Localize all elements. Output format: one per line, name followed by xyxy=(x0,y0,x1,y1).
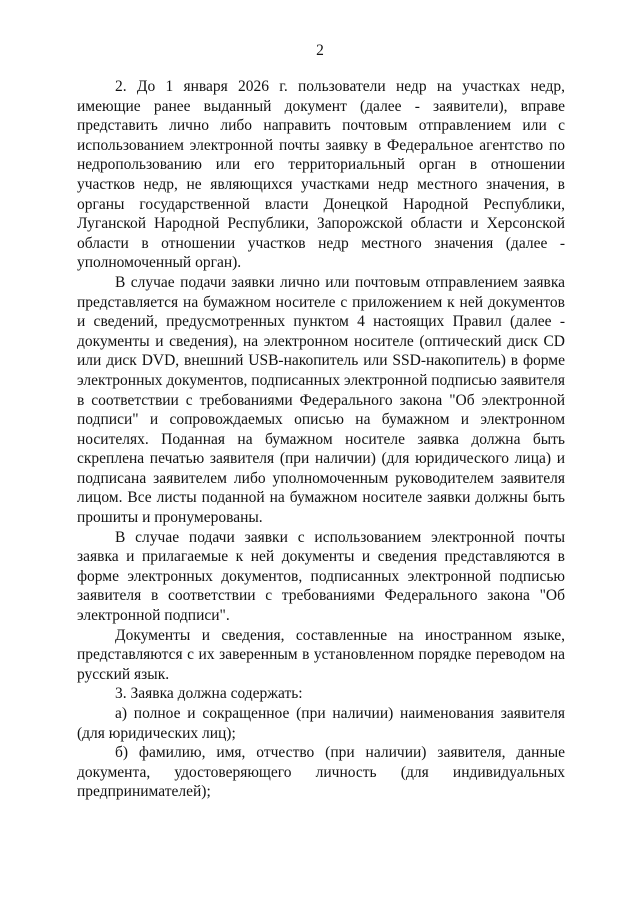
list-item-b: б) фамилию, имя, отчество (при наличии) заявителя, данные документа, удостоверяющего личность (для индивидуальных предпринимателей); xyxy=(77,744,565,801)
paragraph-section-2: 2. До 1 января 2026 г. пользователи недр на участках недр, имеющие ранее выданный документ (далее - заявители), вправе представить лично либо направить почтовым отправлением или с использованием электронной почты заявку в Федеральное агентство по недропользованию или его территориальный орган в отношении участков недр, не являющихся участками недр местного значения, в органы государственной власти Донецкой Народной Республики, Луганской Народной Республики, Запорожской области и Херсонской области в отношении участков недр местного значения (далее - уполномоченный орган). xyxy=(77,78,565,272)
paragraph-section-3-heading: 3. Заявка должна содержать: xyxy=(115,685,303,703)
page-number: 2 xyxy=(316,42,324,59)
paragraph-foreign-language: Документы и сведения, составленные на иностранном языке, представляются с их заверенным в установленном порядке переводом на русский язык. xyxy=(77,626,565,683)
list-item-a: а) полное и сокращенное (при наличии) наименования заявителя (для юридических лиц); xyxy=(77,705,565,742)
document-body xyxy=(77,77,565,802)
paragraph-paper-submission: В случае подачи заявки лично или почтовым отправлением заявка представляется на бумажном носителе с приложением к ней документов и сведений, предусмотренных пунктом 4 настоящих Правил (далее - документы и сведения), на электронном носителе (оптический диск CD или диск DVD, внешний USB-накопитель или SSD-накопитель) в форме электронных документов, подписанных электронной подписью заявителя в соответствии с требованиями Федерального закона "Об электронной подписи" и сопровождаемых описью на бумажном и электронном носителях. Поданная на бумажном носителе заявка должна быть скреплена печатью заявителя (при наличии) (для юридического лица) и подписана заявителем либо уполномоченным руководителем заявителя лицом. Все листы поданной на бумажном носителе заявки должны быть прошиты и пронумерованы. xyxy=(77,273,565,527)
paragraph-email-submission: В случае подачи заявки с использованием электронной почты заявка и прилагаемые к ней документы и сведения представляются в форме электронных документов, подписанных электронной подписью заявителя в соответствии с требованиями Федерального закона "Об электронной подписи". xyxy=(77,528,565,625)
